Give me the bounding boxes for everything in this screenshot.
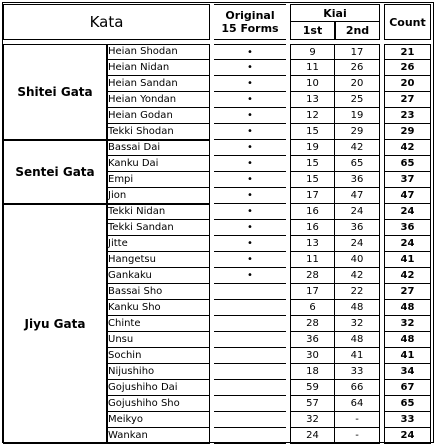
- kata-name-cell: Sochin: [107, 348, 210, 364]
- count-cell: 24: [384, 428, 431, 444]
- kata-name-cell: Bassai Sho: [107, 284, 210, 300]
- kata-name-cell: Gojushiho Dai: [107, 380, 210, 396]
- original-form-cell: [214, 364, 286, 380]
- kata-name-cell: Gojushiho Sho: [107, 396, 210, 412]
- original-form-cell: •: [214, 204, 286, 220]
- kata-name-cell: Tekki Sandan: [107, 220, 210, 236]
- header-original-line2: 15 Forms: [221, 22, 279, 35]
- kiai-2nd-cell: 29: [335, 124, 380, 140]
- count-cell: 48: [384, 300, 431, 316]
- kiai-1st-cell: 59: [290, 380, 335, 396]
- group-label: Jiyu Gata: [3, 204, 107, 444]
- kiai-1st-cell: 12: [290, 108, 335, 124]
- count-cell: 41: [384, 348, 431, 364]
- kiai-2nd-cell: 22: [335, 284, 380, 300]
- header-original-line1: Original: [225, 9, 275, 22]
- kiai-2nd-cell: 20: [335, 76, 380, 92]
- kata-name-cell: Hangetsu: [107, 252, 210, 268]
- kiai-2nd-cell: 17: [335, 44, 380, 60]
- kiai-2nd-cell: 48: [335, 300, 380, 316]
- kiai-2nd-cell: 40: [335, 252, 380, 268]
- kiai-1st-cell: 13: [290, 236, 335, 252]
- original-form-cell: •: [214, 76, 286, 92]
- kiai-1st-cell: 15: [290, 172, 335, 188]
- kiai-2nd-cell: 24: [335, 236, 380, 252]
- kata-name-cell: Heian Godan: [107, 108, 210, 124]
- kiai-2nd-cell: 36: [335, 220, 380, 236]
- kata-name-cell: Gankaku: [107, 268, 210, 284]
- count-cell: 67: [384, 380, 431, 396]
- kiai-2nd-cell: 25: [335, 92, 380, 108]
- original-form-cell: [214, 348, 286, 364]
- kata-name-cell: Kanku Sho: [107, 300, 210, 316]
- count-cell: 34: [384, 364, 431, 380]
- kiai-1st-cell: 36: [290, 332, 335, 348]
- table-body: [3, 44, 431, 444]
- original-form-cell: [214, 380, 286, 396]
- table-row: [3, 44, 431, 60]
- kata-name-cell: Heian Yondan: [107, 92, 210, 108]
- count-cell: 47: [384, 188, 431, 204]
- count-cell: 27: [384, 92, 431, 108]
- original-form-cell: •: [214, 252, 286, 268]
- kiai-2nd-cell: 24: [335, 204, 380, 220]
- original-form-cell: •: [214, 268, 286, 284]
- kiai-2nd-cell: 41: [335, 348, 380, 364]
- kiai-2nd-cell: 66: [335, 380, 380, 396]
- count-cell: 65: [384, 156, 431, 172]
- count-cell: 24: [384, 236, 431, 252]
- kata-name-cell: Bassai Dai: [107, 140, 210, 156]
- kiai-2nd-cell: 19: [335, 108, 380, 124]
- kiai-1st-cell: 6: [290, 300, 335, 316]
- kiai-1st-cell: 24: [290, 428, 335, 444]
- kiai-2nd-cell: 64: [335, 396, 380, 412]
- original-form-cell: •: [214, 140, 286, 156]
- kiai-2nd-cell: 33: [335, 364, 380, 380]
- kiai-1st-cell: 28: [290, 268, 335, 284]
- kiai-1st-cell: 18: [290, 364, 335, 380]
- original-form-cell: •: [214, 92, 286, 108]
- kata-table: [3, 4, 431, 444]
- kata-name-cell: Unsu: [107, 332, 210, 348]
- original-form-cell: •: [214, 220, 286, 236]
- kiai-1st-cell: 10: [290, 76, 335, 92]
- original-form-cell: •: [214, 236, 286, 252]
- original-form-cell: •: [214, 108, 286, 124]
- header-kiai: Kiai: [290, 4, 380, 22]
- kiai-1st-cell: 28: [290, 316, 335, 332]
- count-cell: 20: [384, 76, 431, 92]
- kiai-2nd-cell: 47: [335, 188, 380, 204]
- kata-name-cell: Empi: [107, 172, 210, 188]
- count-cell: 33: [384, 412, 431, 428]
- original-form-cell: [214, 300, 286, 316]
- original-form-cell: •: [214, 44, 286, 60]
- kata-name-cell: Tekki Nidan: [107, 204, 210, 220]
- kiai-1st-cell: 17: [290, 188, 335, 204]
- original-form-cell: •: [214, 156, 286, 172]
- original-form-cell: [214, 412, 286, 428]
- header-original: [214, 4, 286, 40]
- count-cell: 23: [384, 108, 431, 124]
- original-form-cell: •: [214, 172, 286, 188]
- original-form-cell: [214, 316, 286, 332]
- count-cell: 24: [384, 204, 431, 220]
- kiai-1st-cell: 13: [290, 92, 335, 108]
- kiai-1st-cell: 16: [290, 204, 335, 220]
- original-form-cell: [214, 332, 286, 348]
- count-cell: 36: [384, 220, 431, 236]
- original-form-cell: [214, 396, 286, 412]
- original-form-cell: •: [214, 124, 286, 140]
- kiai-2nd-cell: 48: [335, 332, 380, 348]
- kata-name-cell: Heian Shodan: [107, 44, 210, 60]
- kata-name-cell: Meikyo: [107, 412, 210, 428]
- kiai-1st-cell: 32: [290, 412, 335, 428]
- kiai-2nd-cell: -: [335, 412, 380, 428]
- kiai-1st-cell: 11: [290, 60, 335, 76]
- count-cell: 21: [384, 44, 431, 60]
- count-cell: 26: [384, 60, 431, 76]
- group-label: Sentei Gata: [3, 140, 107, 204]
- original-form-cell: •: [214, 60, 286, 76]
- kata-name-cell: Wankan: [107, 428, 210, 444]
- kiai-1st-cell: 57: [290, 396, 335, 412]
- kiai-2nd-cell: 65: [335, 156, 380, 172]
- original-form-cell: •: [214, 188, 286, 204]
- table-row: [3, 140, 431, 156]
- count-cell: 32: [384, 316, 431, 332]
- kata-name-cell: Nijushiho: [107, 364, 210, 380]
- kiai-1st-cell: 17: [290, 284, 335, 300]
- count-cell: 27: [384, 284, 431, 300]
- kiai-1st-cell: 19: [290, 140, 335, 156]
- kiai-1st-cell: 15: [290, 156, 335, 172]
- kata-name-cell: Jitte: [107, 236, 210, 252]
- kata-name-cell: Chinte: [107, 316, 210, 332]
- header-kiai-2nd: 2nd: [335, 22, 380, 40]
- kiai-2nd-cell: 32: [335, 316, 380, 332]
- count-cell: 65: [384, 396, 431, 412]
- count-cell: 48: [384, 332, 431, 348]
- kiai-1st-cell: 30: [290, 348, 335, 364]
- count-cell: 42: [384, 268, 431, 284]
- count-cell: 42: [384, 140, 431, 156]
- kiai-1st-cell: 15: [290, 124, 335, 140]
- kata-name-cell: Tekki Shodan: [107, 124, 210, 140]
- kiai-2nd-cell: 26: [335, 60, 380, 76]
- kiai-1st-cell: 9: [290, 44, 335, 60]
- kata-name-cell: Kanku Dai: [107, 156, 210, 172]
- kata-name-cell: Jion: [107, 188, 210, 204]
- count-cell: 41: [384, 252, 431, 268]
- kiai-2nd-cell: -: [335, 428, 380, 444]
- kiai-2nd-cell: 42: [335, 268, 380, 284]
- group-label: Shitei Gata: [3, 44, 107, 140]
- count-cell: 37: [384, 172, 431, 188]
- original-form-cell: [214, 284, 286, 300]
- kiai-2nd-cell: 42: [335, 140, 380, 156]
- count-cell: 29: [384, 124, 431, 140]
- header-kata: Kata: [3, 4, 210, 40]
- kiai-1st-cell: 11: [290, 252, 335, 268]
- kata-name-cell: Heian Sandan: [107, 76, 210, 92]
- kata-name-cell: Heian Nidan: [107, 60, 210, 76]
- header-kiai-1st: 1st: [290, 22, 335, 40]
- original-form-cell: [214, 428, 286, 444]
- table-row: [3, 204, 431, 220]
- header-count: Count: [384, 4, 431, 40]
- kiai-2nd-cell: 36: [335, 172, 380, 188]
- kiai-1st-cell: 16: [290, 220, 335, 236]
